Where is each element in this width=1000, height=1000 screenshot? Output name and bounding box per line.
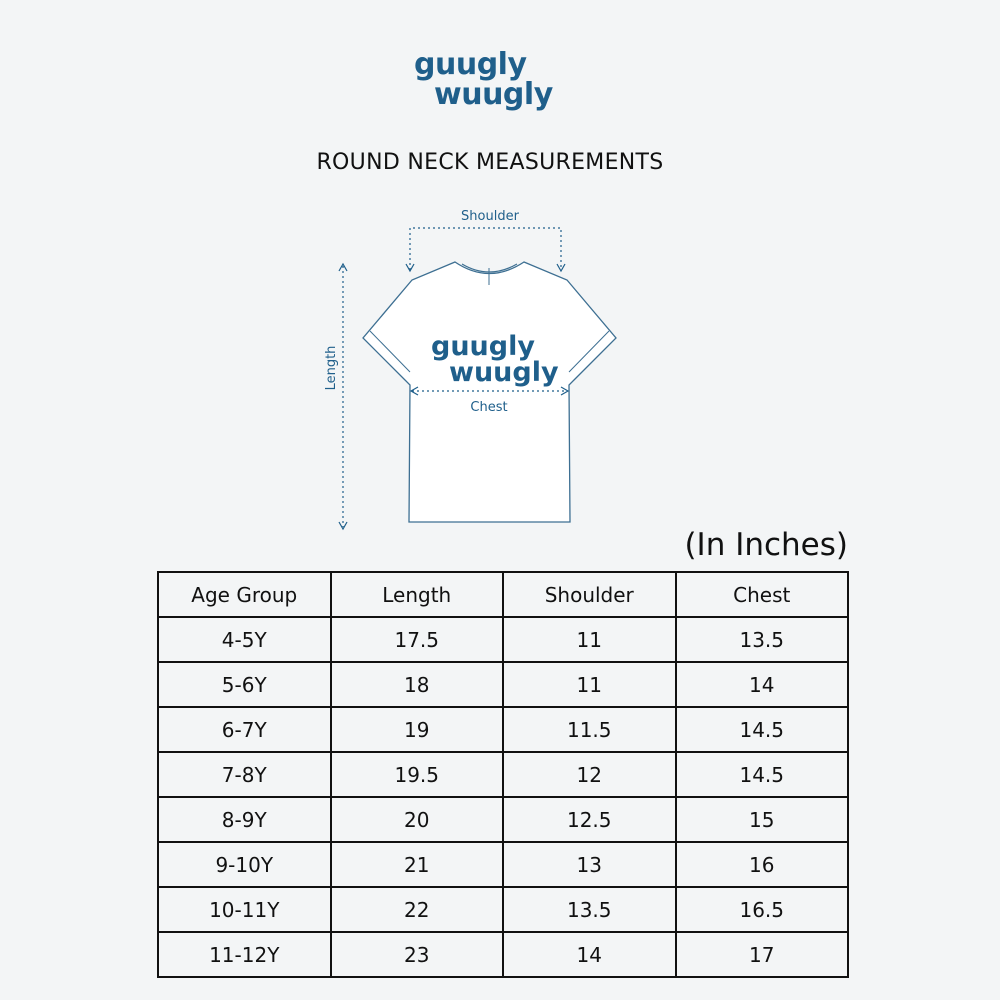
- cell-shoulder: 12.5: [503, 797, 676, 842]
- table-row: [158, 932, 848, 977]
- shoulder-label: Shoulder: [461, 209, 519, 224]
- brand-logo-line2: wuugly: [434, 77, 553, 112]
- cell-length: 19: [331, 707, 504, 752]
- cell-length: 21: [331, 842, 504, 887]
- table-row: [158, 752, 848, 797]
- shoulder-measure-line: [410, 228, 561, 270]
- cell-shoulder: 13: [503, 842, 676, 887]
- cell-age-group: 10-11Y: [158, 887, 331, 932]
- cell-length: 23: [331, 932, 504, 977]
- cell-age-group: 8-9Y: [158, 797, 331, 842]
- table-header-row: [158, 572, 848, 617]
- size-chart-table: [157, 571, 849, 978]
- header-age-group: Age Group: [158, 572, 331, 617]
- cell-length: 17.5: [331, 617, 504, 662]
- length-arrow-bottom-icon: [339, 522, 347, 529]
- cell-chest: 15: [676, 797, 849, 842]
- shoulder-arrow-left-icon: [406, 264, 414, 271]
- page-title: ROUND NECK MEASUREMENTS: [316, 150, 664, 175]
- cell-shoulder: 11: [503, 617, 676, 662]
- header-shoulder: Shoulder: [503, 572, 676, 617]
- tshirt-outline: [363, 262, 616, 522]
- header-chest: Chest: [676, 572, 849, 617]
- cell-shoulder: 11: [503, 662, 676, 707]
- cell-age-group: 6-7Y: [158, 707, 331, 752]
- cell-shoulder: 13.5: [503, 887, 676, 932]
- brand-logo-line1: guugly: [414, 47, 527, 82]
- cell-chest: 17: [676, 932, 849, 977]
- table-row: [158, 887, 848, 932]
- cell-length: 18: [331, 662, 504, 707]
- cell-age-group: 11-12Y: [158, 932, 331, 977]
- header-length: Length: [331, 572, 504, 617]
- cell-chest: 16: [676, 842, 849, 887]
- table-row: [158, 707, 848, 752]
- cell-chest: 14: [676, 662, 849, 707]
- cell-chest: 14.5: [676, 752, 849, 797]
- cell-shoulder: 11.5: [503, 707, 676, 752]
- cell-length: 19.5: [331, 752, 504, 797]
- cell-age-group: 9-10Y: [158, 842, 331, 887]
- cell-chest: 14.5: [676, 707, 849, 752]
- cell-age-group: 4-5Y: [158, 617, 331, 662]
- cell-length: 22: [331, 887, 504, 932]
- units-label: (In Inches): [684, 527, 848, 563]
- table-row: [158, 842, 848, 887]
- table-row: [158, 617, 848, 662]
- shirt-logo-line2: wuugly: [449, 357, 559, 388]
- cell-shoulder: 12: [503, 752, 676, 797]
- chest-label: Chest: [470, 400, 508, 415]
- cell-age-group: 7-8Y: [158, 752, 331, 797]
- cell-length: 20: [331, 797, 504, 842]
- cell-shoulder: 14: [503, 932, 676, 977]
- cell-chest: 16.5: [676, 887, 849, 932]
- cell-age-group: 5-6Y: [158, 662, 331, 707]
- shirt-logo-line1: guugly: [431, 331, 535, 362]
- length-label: Length: [324, 345, 339, 391]
- table-row: [158, 662, 848, 707]
- cell-chest: 13.5: [676, 617, 849, 662]
- table-row: [158, 797, 848, 842]
